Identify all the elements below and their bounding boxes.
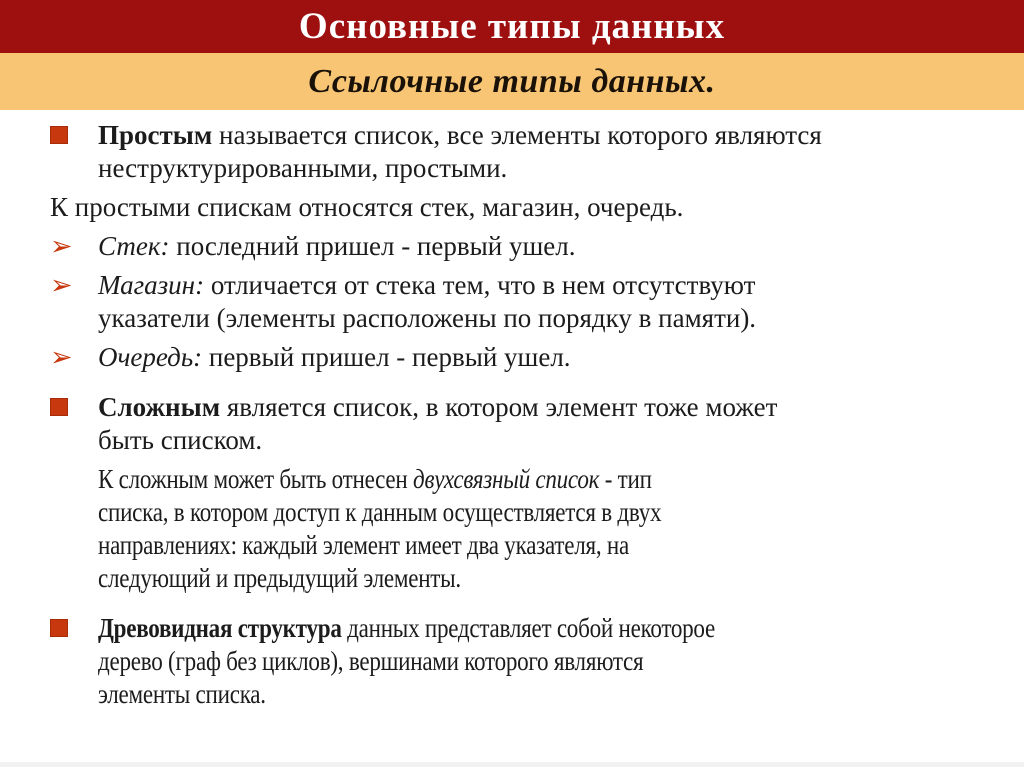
bottom-edge-strip xyxy=(0,762,1024,767)
arrow-bullet-icon: ➢ xyxy=(50,270,73,301)
text-segment: Простым xyxy=(98,120,213,150)
text-segment: неструктурированными, простыми. xyxy=(98,153,508,183)
content-text xyxy=(98,612,1004,711)
text-segment: является список, в котором элемент тоже может xyxy=(220,392,778,422)
content-row xyxy=(50,612,1004,711)
content-row xyxy=(50,191,1004,224)
text-segment: Сложным xyxy=(98,392,221,422)
slide-subtitle: Ссылочные типы данных. xyxy=(308,62,716,100)
text-segment: последний пришел - первый ушел. xyxy=(169,231,576,261)
content-text xyxy=(98,463,1004,595)
subtitle-bar xyxy=(0,53,1024,110)
square-bullet-icon xyxy=(50,126,68,144)
square-bullet-icon xyxy=(50,119,98,185)
content-row xyxy=(50,341,1004,374)
indent-spacer xyxy=(50,463,98,595)
text-segment: - тип xyxy=(599,464,652,494)
text-segment: Очередь: xyxy=(98,342,203,372)
slide-content xyxy=(0,110,1024,711)
content-row xyxy=(50,269,1004,335)
content-text xyxy=(98,230,1004,263)
text-segment: списка, в котором доступ к данным осуществляется в двух xyxy=(98,497,662,527)
text-segment: направлениях: каждый элемент имеет два указателя, на xyxy=(98,530,630,560)
content-text xyxy=(98,341,1004,374)
text-segment: Древовидная структура xyxy=(98,613,342,643)
text-segment: Магазин: xyxy=(98,270,205,300)
text-segment: элементы списка. xyxy=(98,679,266,709)
text-segment: Стек: xyxy=(98,231,170,261)
arrow-bullet-icon: ➢ xyxy=(50,342,73,373)
text-segment: двухсвязный список xyxy=(413,464,600,494)
text-segment: следующий и предыдущий элементы. xyxy=(98,563,461,593)
arrow-bullet-icon: ➢ xyxy=(50,231,73,262)
title-bar xyxy=(0,0,1024,53)
text-segment: дерево (граф без циклов), вершинами которого являются xyxy=(98,646,644,676)
text-segment: первый пришел - первый ушел. xyxy=(202,342,571,372)
text-segment: К сложным может быть отнесен xyxy=(98,464,414,494)
content-row xyxy=(50,230,1004,263)
text-segment: отличается от стека тем, что в нем отсутствуют xyxy=(204,270,756,300)
content-text xyxy=(50,191,1004,224)
content-row xyxy=(50,463,1004,595)
content-text xyxy=(98,119,1004,185)
content-text xyxy=(98,269,1004,335)
square-bullet-icon xyxy=(50,391,98,457)
slide-title: Основные типы данных xyxy=(298,6,726,47)
square-bullet-icon xyxy=(50,619,68,637)
text-segment: называется список, все элементы которого являются xyxy=(212,120,822,150)
square-bullet-icon xyxy=(50,612,98,711)
text-segment: указатели (элементы расположены по порядку в памяти). xyxy=(98,303,757,333)
text-segment: К простыми спискам относятся стек, магазин, очередь. xyxy=(50,192,684,222)
content-text xyxy=(98,391,1004,457)
text-segment: быть списком. xyxy=(98,425,263,455)
square-bullet-icon xyxy=(50,398,68,416)
text-segment: данных представляет собой некоторое xyxy=(341,613,716,643)
content-row xyxy=(50,119,1004,185)
content-row xyxy=(50,391,1004,457)
